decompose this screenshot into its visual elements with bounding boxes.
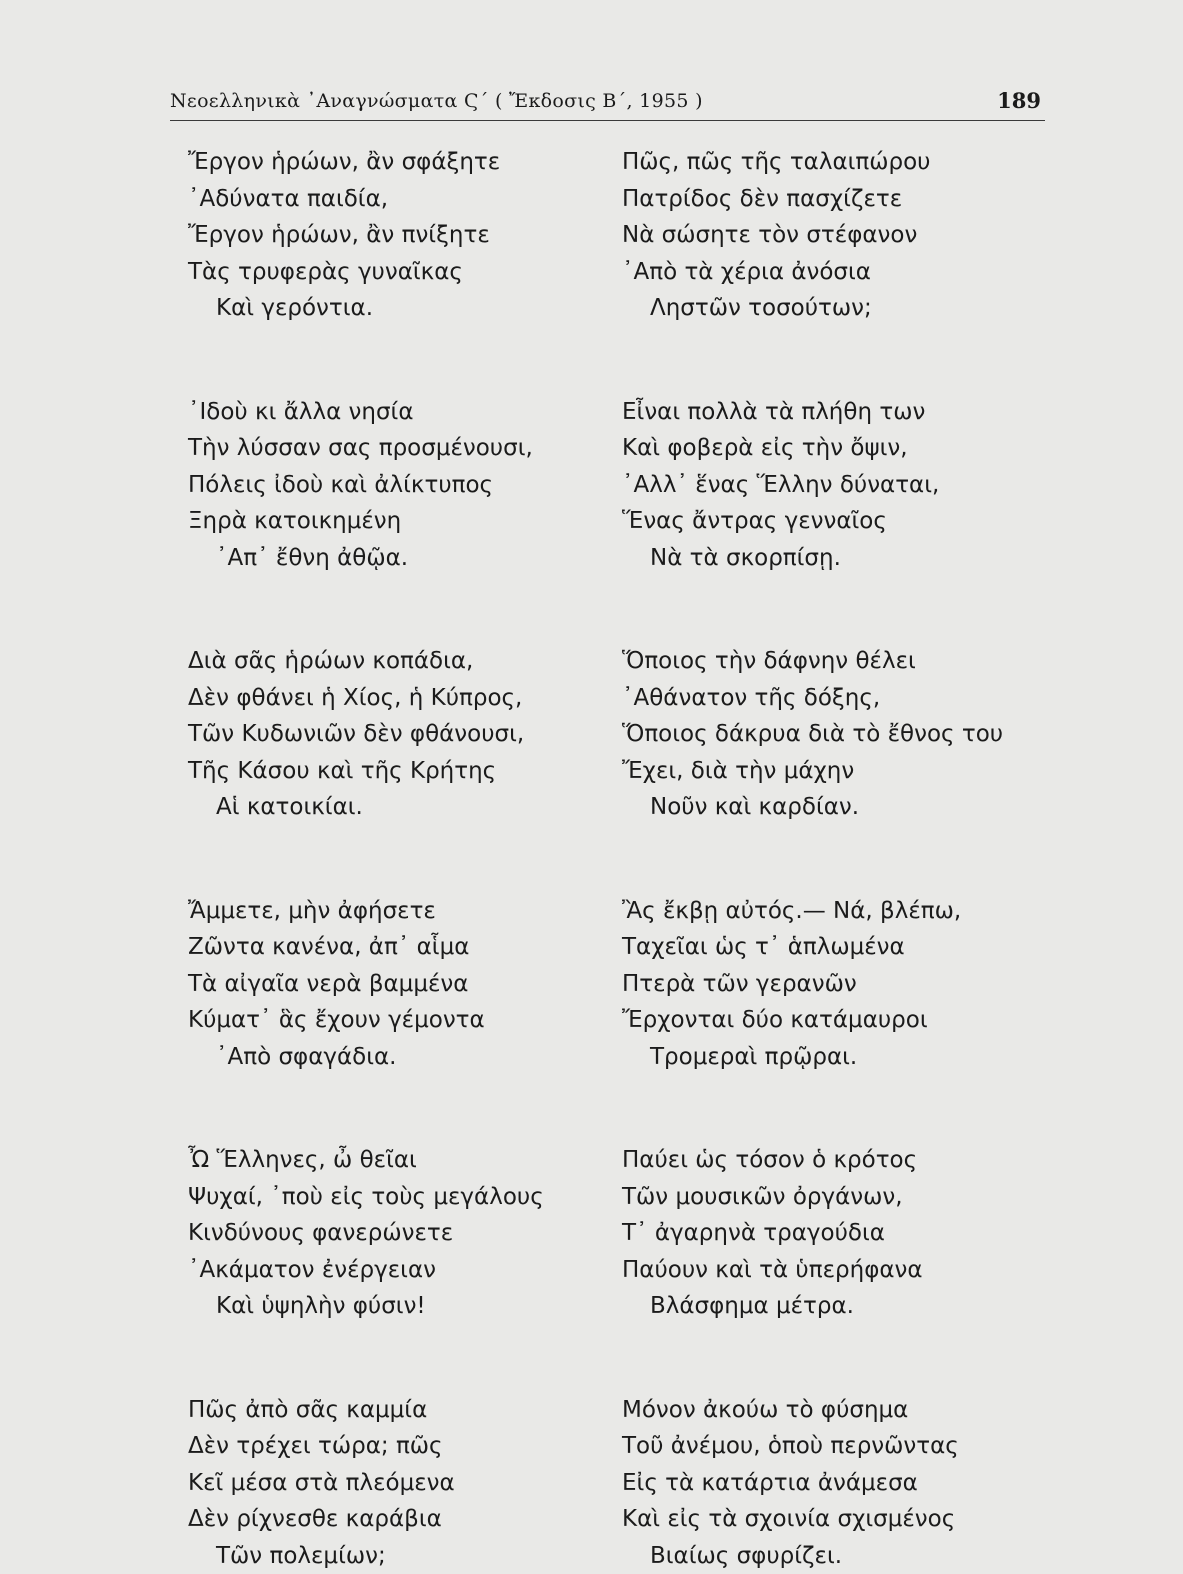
verse-line: Καὶ γερόντια.	[188, 290, 544, 327]
stanza	[622, 643, 1003, 826]
verse-line: ᾿Απὸ σφαγάδια.	[188, 1039, 544, 1076]
verse-line: Τὰ αἰγαῖα νερὰ βαμμένα	[188, 966, 544, 1003]
stanza-gap	[622, 327, 1003, 394]
stanza	[188, 643, 544, 826]
verse-line: Ἔχει, διὰ τὴν μάχην	[622, 753, 1003, 790]
verse-line: ᾿Αδύνατα παιδία,	[188, 181, 544, 218]
verse-line: Παύουν καὶ τὰ ὑπερήφανα	[622, 1252, 1003, 1289]
verse-line: Ὅποιος τὴν δάφνην θέλει	[622, 643, 1003, 680]
verse-line: Ἔρχονται δύο κατάμαυροι	[622, 1002, 1003, 1039]
verse-line: Ζῶντα κανένα, ἀπ᾿ αἷμα	[188, 929, 544, 966]
verse-line: Ὅποιος δάκρυα διὰ τὸ ἔθνος του	[622, 716, 1003, 753]
verse-line: Κινδύνους φανερώνετε	[188, 1215, 544, 1252]
verse-line: Πῶς, πῶς τῆς ταλαιπώρου	[622, 144, 1003, 181]
verse-line: Κεῖ μέσα στὰ πλεόμενα	[188, 1465, 544, 1502]
verse-line: Τῶν πολεμίων;	[188, 1538, 544, 1574]
verse-line: Ξηρὰ κατοικημένη	[188, 503, 544, 540]
verse-line: Τρομεραὶ πρῷραι.	[622, 1039, 1003, 1076]
stanza	[622, 394, 1003, 577]
stanza	[188, 144, 544, 327]
poem-left-column	[188, 144, 544, 1574]
stanza-gap	[188, 1325, 544, 1392]
verse-line: Ἄμμετε, μὴν ἀφήσετε	[188, 893, 544, 930]
verse-line: Εἰς τὰ κατάρτια ἀνάμεσα	[622, 1465, 1003, 1502]
stanza	[188, 1392, 544, 1574]
page-header	[170, 88, 1045, 121]
verse-line: Μόνον ἀκούω τὸ φύσημα	[622, 1392, 1003, 1429]
verse-line: Τοῦ ἀνέμου, ὁποὺ περνῶντας	[622, 1428, 1003, 1465]
stanza-gap	[622, 826, 1003, 893]
running-title: Νεοελληνικὰ ᾿Αναγνώσματα Ϛ´ ( Ἔκδοσις Β´, 1955 )	[170, 90, 703, 112]
page-number: 189	[997, 88, 1041, 113]
stanza-gap	[622, 1075, 1003, 1142]
verse-line: Βλάσφημα μέτρα.	[622, 1288, 1003, 1325]
stanza-gap	[188, 1075, 544, 1142]
stanza-gap	[622, 1325, 1003, 1392]
verse-line: ᾿Αλλ᾿ ἕνας Ἕλλην δύναται,	[622, 467, 1003, 504]
stanza-gap	[188, 826, 544, 893]
verse-line: Τῆς Κάσου καὶ τῆς Κρήτης	[188, 753, 544, 790]
verse-line: Εἶναι πολλὰ τὰ πλήθη των	[622, 394, 1003, 431]
verse-line: Νὰ τὰ σκορπίσῃ.	[622, 540, 1003, 577]
verse-line: Ἂς ἔκβῃ αὐτός.— Νά, βλέπω,	[622, 893, 1003, 930]
verse-line: Πῶς ἀπὸ σᾶς καμμία	[188, 1392, 544, 1429]
stanza-gap	[188, 576, 544, 643]
verse-line: Ψυχαί, ᾿ποὺ εἰς τοὺς μεγάλους	[188, 1179, 544, 1216]
poem-right-column	[622, 144, 1003, 1574]
verse-line: Πόλεις ἰδοὺ καὶ ἀλίκτυπος	[188, 467, 544, 504]
verse-line: Τὴν λύσσαν σας προσμένουσι,	[188, 430, 544, 467]
verse-line: Δὲν τρέχει τώρα; πῶς	[188, 1428, 544, 1465]
verse-line: Πατρίδος δὲν πασχίζετε	[622, 181, 1003, 218]
verse-line: Ὦ Ἕλληνες, ὦ θεῖαι	[188, 1142, 544, 1179]
verse-line: ᾿Απ᾿ ἔθνη ἀθῷα.	[188, 540, 544, 577]
verse-line: Νοῦν καὶ καρδίαν.	[622, 789, 1003, 826]
verse-line: Πτερὰ τῶν γερανῶν	[622, 966, 1003, 1003]
verse-line: Ἕνας ἄντρας γενναῖος	[622, 503, 1003, 540]
verse-line: Ληστῶν τοσούτων;	[622, 290, 1003, 327]
verse-line: Κύματ᾿ ἃς ἔχουν γέμοντα	[188, 1002, 544, 1039]
stanza	[622, 1392, 1003, 1574]
verse-line: Ἔργον ἡρώων, ἂν πνίξητε	[188, 217, 544, 254]
verse-line: Διὰ σᾶς ἡρώων κοπάδια,	[188, 643, 544, 680]
verse-line: Τ᾿ ἀγαρηνὰ τραγούδια	[622, 1215, 1003, 1252]
stanza-gap	[622, 576, 1003, 643]
verse-line: Τὰς τρυφερὰς γυναῖκας	[188, 254, 544, 291]
verse-line: Παύει ὡς τόσον ὁ κρότος	[622, 1142, 1003, 1179]
verse-line: Καὶ ὑψηλὴν φύσιν!	[188, 1288, 544, 1325]
verse-line: ᾿Ακάματον ἐνέργειαν	[188, 1252, 544, 1289]
stanza	[622, 1142, 1003, 1325]
verse-line: Δὲν φθάνει ἡ Χίος, ἡ Κύπρος,	[188, 680, 544, 717]
verse-line: Τῶν Κυδωνιῶν δὲν φθάνουσι,	[188, 716, 544, 753]
verse-line: Καὶ εἰς τὰ σχοινία σχισμένος	[622, 1501, 1003, 1538]
verse-line: Δὲν ρίχνεσθε καράβια	[188, 1501, 544, 1538]
verse-line: ᾿Αθάνατον τῆς δόξης,	[622, 680, 1003, 717]
verse-line: Βιαίως σφυρίζει.	[622, 1538, 1003, 1574]
verse-line: Καὶ φοβερὰ εἰς τὴν ὄψιν,	[622, 430, 1003, 467]
stanza	[188, 893, 544, 1076]
stanza	[622, 893, 1003, 1076]
stanza	[622, 144, 1003, 327]
verse-line: Ἔργον ἡρώων, ἂν σφάξητε	[188, 144, 544, 181]
stanza-gap	[188, 327, 544, 394]
verse-line: Αἱ κατοικίαι.	[188, 789, 544, 826]
verse-line: Τῶν μουσικῶν ὀργάνων,	[622, 1179, 1003, 1216]
verse-line: Ταχεῖαι ὡς τ᾿ ἁπλωμένα	[622, 929, 1003, 966]
verse-line: ᾿Απὸ τὰ χέρια ἀνόσια	[622, 254, 1003, 291]
verse-line: ᾿Ιδοὺ κι ἄλλα νησία	[188, 394, 544, 431]
verse-line: Νὰ σώσητε τὸν στέφανον	[622, 217, 1003, 254]
stanza	[188, 394, 544, 577]
stanza	[188, 1142, 544, 1325]
